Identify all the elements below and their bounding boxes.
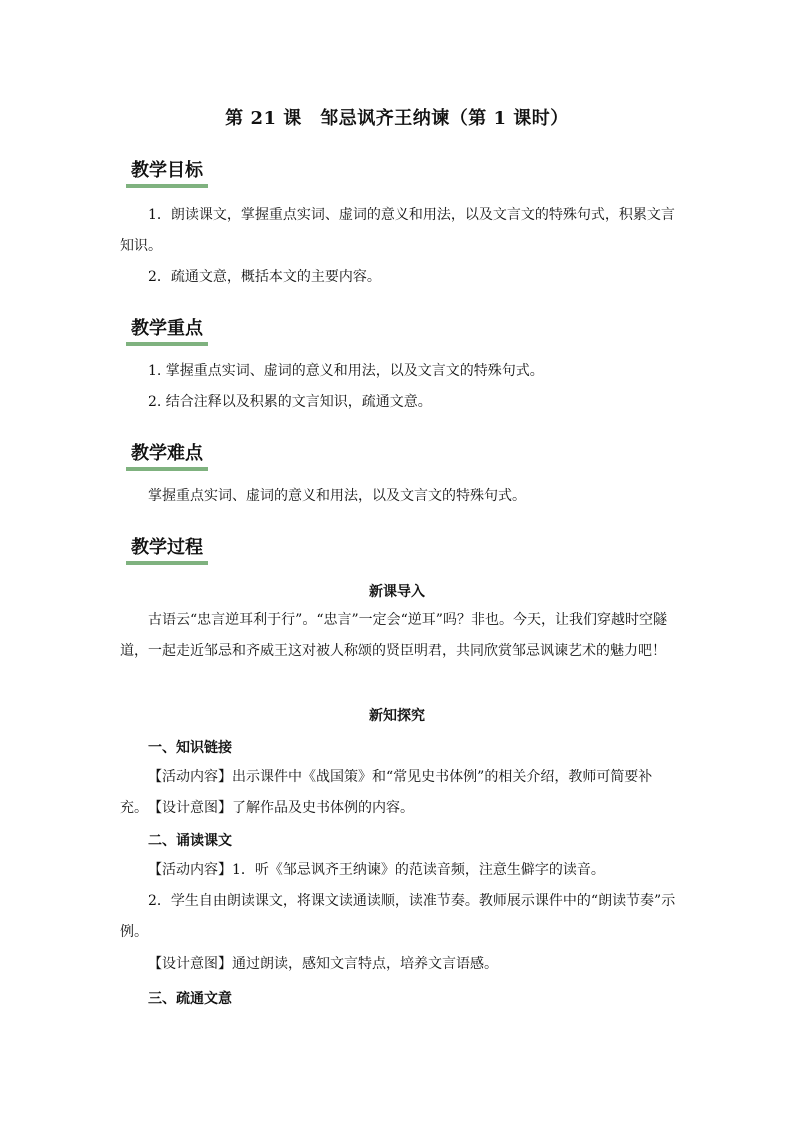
difficulty-text: 掌握重点实词、虚词的意义和用法，以及文言文的特殊句式。 — [148, 488, 526, 504]
part2-design: 【设计意图】通过朗读，感知文言特点，培养文言语感。 — [148, 956, 498, 972]
goal-item-1: 1．朗读课文，掌握重点实词、虚词的意义和用法，以及文言文的特殊句式，积累文言知识。 — [120, 207, 675, 254]
part1-title: 一、知识链接 — [148, 740, 232, 756]
part3-title: 三、疏通文意 — [148, 991, 232, 1007]
explore-title: 新知探究 — [369, 708, 425, 724]
intro-text: 古语云“忠言逆耳利于行”。“忠言”一定会“逆耳”吗？非也。今天，让我们穿越时空隧道，一起走近邹忌和齐威王这对被人称颂的贤臣明君，共同欣赏邹忌讽谏艺术的魅力吧！ — [120, 612, 667, 659]
part2-title: 二、诵读课文 — [148, 833, 232, 849]
section-heading-process: 教学过程 — [126, 537, 208, 565]
part2-activity-2: 2．学生自由朗读课文，将课文读通读顺，读准节奏。教师展示课件中的“朗读节奏”示例。 — [120, 893, 676, 940]
section-heading-goals: 教学目标 — [126, 160, 208, 188]
part1-design: 【设计意图】了解作品及史书体例的内容。 — [148, 800, 414, 816]
section-heading-difficulties: 教学难点 — [126, 443, 208, 471]
key-point-item-1: 1. 掌握重点实词、虚词的意义和用法，以及文言文的特殊句式。 — [148, 363, 544, 379]
goal-item-2: 2．疏通文意，概括本文的主要内容。 — [148, 269, 381, 285]
intro-title: 新课导入 — [369, 584, 425, 600]
section-heading-key-points: 教学重点 — [126, 318, 208, 346]
lesson-title: 第 21 课 邹忌讽齐王纳谏（第 1 课时） — [225, 108, 569, 129]
key-point-item-2: 2. 结合注释以及积累的文言知识，疏通文意。 — [148, 394, 432, 410]
part2-activity-1: 【活动内容】1．听《邹忌讽齐王纳谏》的范读音频，注意生僻字的读音。 — [148, 862, 605, 878]
part1-activity: 【活动内容】出示课件中《战国策》和“常见史书体例”的相关介绍，教师可简要补充。 — [120, 769, 653, 816]
